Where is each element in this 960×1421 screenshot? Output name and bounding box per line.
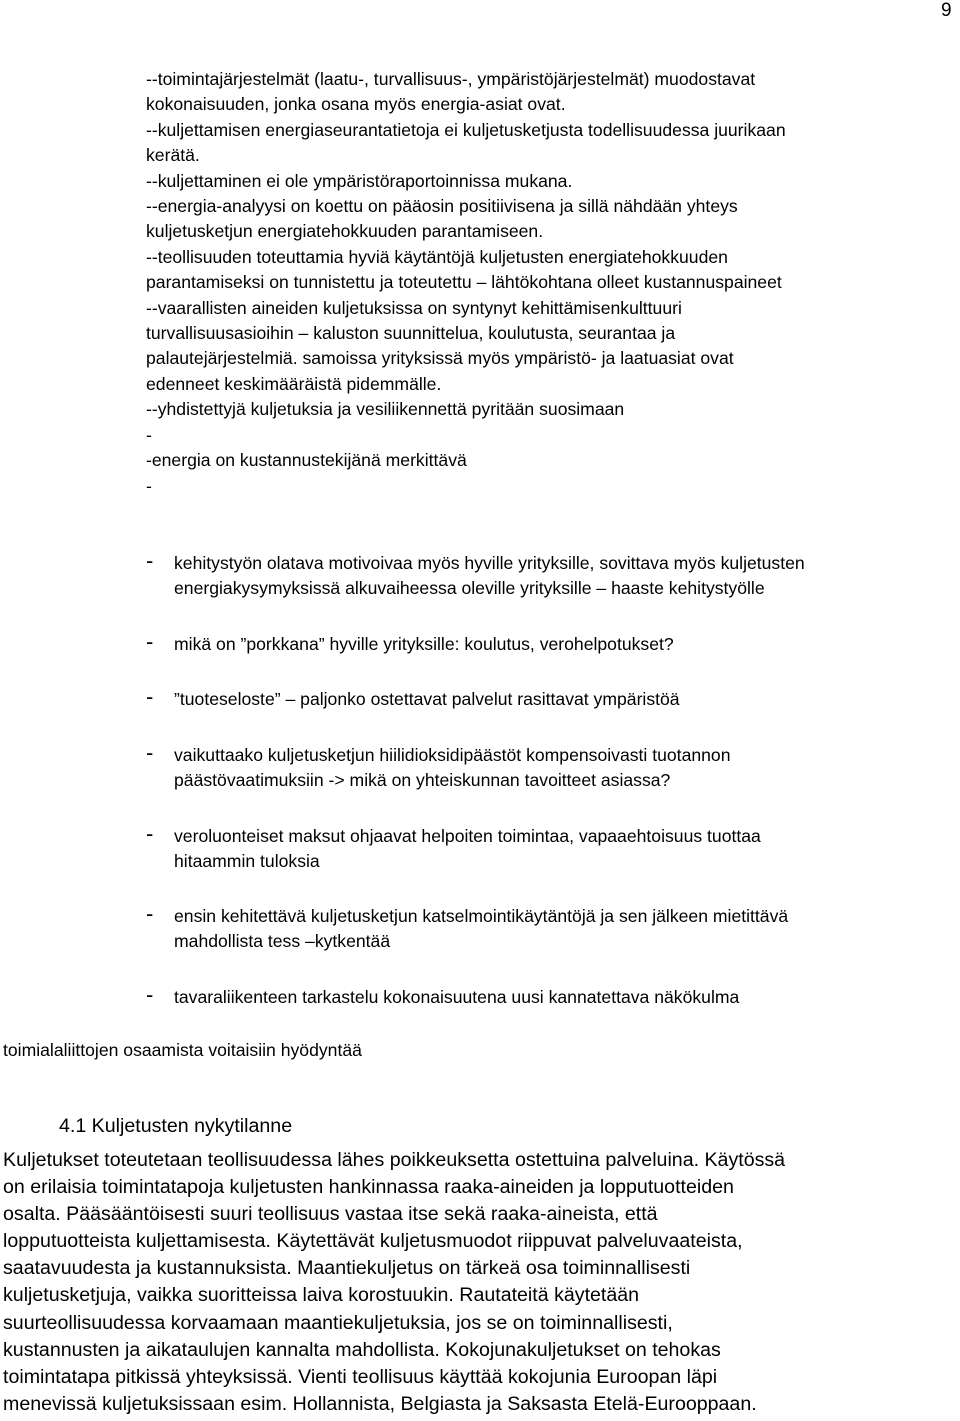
body-line: saatavuudesta ja kustannuksista. Maantiekuljetus on tärkeä osa toiminnallisesti <box>3 1257 691 1280</box>
note-line: palautejärjestelmiä. samoissa yrityksissä myös ympäristö- ja laatuasiat ovat <box>146 348 734 369</box>
bullet-item <box>146 982 960 1010</box>
body-line: kuljetusketjuja, vaikka suoritteissa laiva korostuukin. Rautateitä käytetään <box>3 1284 640 1307</box>
note-line: --kuljettaminen ei ole ympäristöraportoinnissa mukana. <box>146 170 573 191</box>
bullet-line: energiakysymyksissä alkuvaiheessa oleville yrityksille – haaste kehitystyölle <box>174 578 765 598</box>
note-line: kuljetusketjun energiatehokkuuden parantamiseen. <box>146 221 544 242</box>
meeting-notes <box>146 67 946 499</box>
bullet-item <box>146 684 960 712</box>
note-line: parantamiseksi on tunnistettu ja toteutettu – lähtökohtana olleet kustannuspaineet <box>146 272 782 293</box>
bullet-line: ensin kehitettävä kuljetusketjun katselmointikäytäntöjä ja sen jälkeen mietittävä <box>174 906 789 926</box>
bullet-item <box>146 901 960 954</box>
bullet-line: vaikuttaako kuljetusketjun hiilidioksidipäästöt kompensoivasti tuotannon <box>174 745 731 765</box>
note-line: kerätä. <box>146 145 200 166</box>
bullet-item <box>146 548 960 601</box>
bullet-dash: - <box>146 740 154 765</box>
body-line: lopputuotteista kuljettamisesta. Käytettävät kuljetusmuodot riippuvat palveluvaateista, <box>3 1230 743 1253</box>
bullet-line: ”tuoteseloste” – paljonko ostettavat palvelut rasittavat ympäristöä <box>174 689 680 709</box>
bullet-dash: - <box>146 629 154 654</box>
bullet-dash: - <box>146 901 154 926</box>
note-line: --teollisuuden toteuttamia hyviä käytäntöjä kuljetusten energiatehokkuuden <box>146 246 728 267</box>
body-line: menevissä kuljetuksissaan esim. Hollannista, Belgiasta ja Saksasta Etelä-Eurooppaan. <box>3 1392 757 1415</box>
bullet-line: mahdollista tess –kytkentää <box>174 931 391 951</box>
bullet-line: hitaammin tuloksia <box>174 851 320 871</box>
bullet-item <box>146 740 960 793</box>
note-line: edenneet keskimääräistä pidemmälle. <box>146 373 442 394</box>
note-line: turvallisuusasioihin – kaluston suunnittelua, koulutusta, seurantaa ja <box>146 323 676 344</box>
bullet-item <box>146 821 960 874</box>
note-line: kokonaisuuden, jonka osana myös energia-asiat ovat. <box>146 94 566 115</box>
page-number: 9 <box>941 0 952 21</box>
note-line: --toimintajärjestelmät (laatu-, turvallisuus-, ympäristöjärjestelmät) muodostavat <box>146 69 756 89</box>
bullet-line: mikä on ”porkkana” hyville yrityksille: koulutus, verohelpotukset? <box>174 634 674 654</box>
body-line: on erilaisia toimintatapoja kuljetusten hankinnassa raaka-aineiden ja lopputuotteiden <box>3 1176 734 1199</box>
note-line: --vaarallisten aineiden kuljetuksissa on syntynyt kehittämisenkulttuuri <box>146 297 682 318</box>
bullet-dash: - <box>146 548 154 573</box>
section-heading: 4.1 Kuljetusten nykytilanne <box>59 1115 293 1137</box>
bullet-line: kehitystyön olatava motivoivaa myös hyville yrityksille, sovittava myös kuljetusten <box>174 553 805 573</box>
bullet-line: veroluonteiset maksut ohjaavat helpoiten toimintaa, vapaaehtoisuus tuottaa <box>174 826 761 846</box>
bullet-dash: - <box>146 982 154 1007</box>
body-line: kustannusten ja aikataulujen kannalta mahdollista. Kokojunakuljetukset on tehokas <box>3 1338 721 1361</box>
body-line: osalta. Pääsääntöisesti suuri teollisuus vastaa itse sekä raaka-aineista, että <box>3 1203 658 1226</box>
bullet-dash: - <box>146 821 154 846</box>
body-line: Kuljetukset toteutetaan teollisuudessa lähes poikkeuksetta ostettuina palveluina. Käytössä <box>3 1149 786 1171</box>
bullet-dash: - <box>146 684 154 709</box>
body-line: toimintatapa pitkissä yhteyksissä. Vienti teollisuus käyttää kokojunia Euroopan läpi <box>3 1365 718 1388</box>
bullet-line: tavaraliikenteen tarkastelu kokonaisuutena uusi kannatettava näkökulma <box>174 987 740 1007</box>
bullet-line: päästövaatimuksiin -> mikä on yhteiskunnan tavoitteet asiassa? <box>174 770 671 790</box>
note-line: --yhdistettyjä kuljetuksia ja vesiliikennettä pyritään suosimaan <box>146 399 625 420</box>
note-line: - <box>146 424 152 445</box>
note-line: --kuljettamisen energiaseurantatietoja ei kuljetusketjusta todellisuudessa juurikaan <box>146 119 786 140</box>
section-body <box>3 1147 960 1418</box>
note-line: -energia on kustannustekijänä merkittävä <box>146 450 467 471</box>
note-line: - <box>146 475 152 496</box>
body-line: suurteollisuudessa korvaamaan maantiekuljetuksia, jos se on toiminnallisesti, <box>3 1311 673 1334</box>
standalone-note: toimialaliittojen osaamista voitaisiin hyödyntää <box>3 1040 362 1060</box>
note-line: --energia-analyysi on koettu on pääosin positiivisena ja sillä nähdään yhteys <box>146 196 738 217</box>
bullet-item <box>146 629 960 657</box>
